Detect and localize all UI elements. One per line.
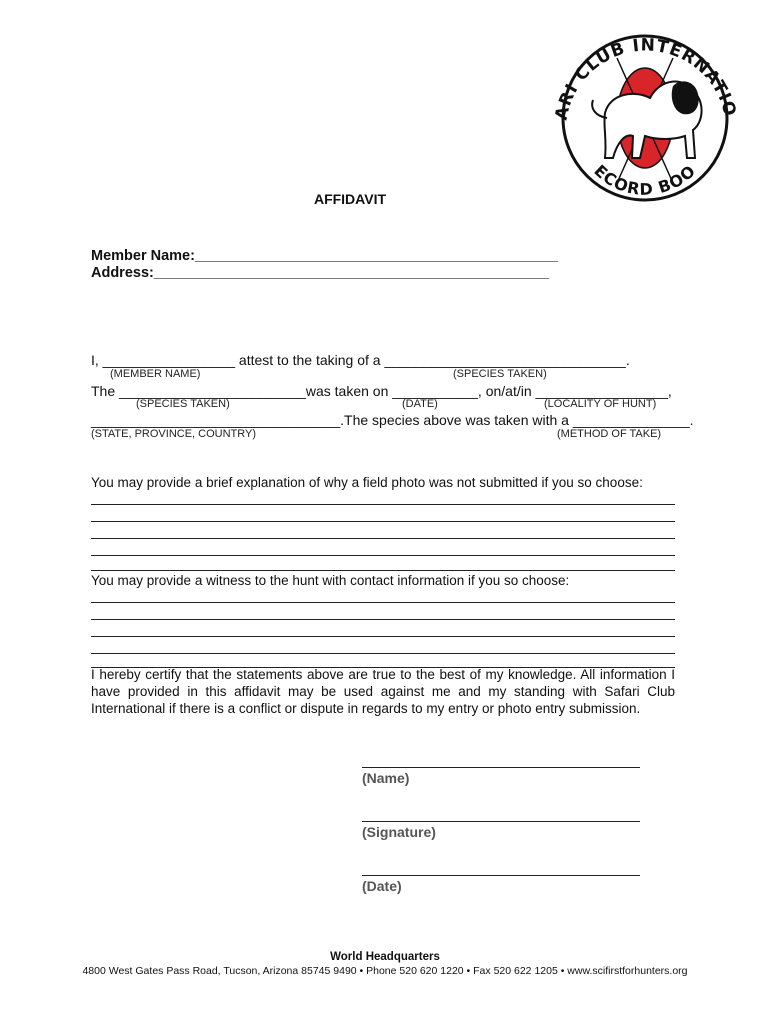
caption-species-taken: (SPECIES TAKEN) xyxy=(453,368,547,380)
witness-line[interactable] xyxy=(91,619,675,620)
photo-explanation-line[interactable] xyxy=(91,570,675,571)
member-name-field[interactable]: Member Name:_____________________________________________ xyxy=(91,248,558,264)
caption-member-name: (MEMBER NAME) xyxy=(110,368,201,380)
attest-line-3[interactable]: ________________________________.The species above was taken with a _______________. xyxy=(91,412,694,428)
footer-title: World Headquarters xyxy=(330,951,440,963)
caption-locality: (LOCALITY OF HUNT) xyxy=(544,398,657,410)
name-label: (Name) xyxy=(362,770,410,786)
photo-explanation-prompt: You may provide a brief explanation of why a field photo was not submitted if you so choose: xyxy=(91,475,643,490)
caption-date: (DATE) xyxy=(402,398,438,410)
witness-line[interactable] xyxy=(91,636,675,637)
date-label: (Date) xyxy=(362,878,402,894)
witness-line[interactable] xyxy=(91,653,675,654)
date-signature-line[interactable] xyxy=(362,875,640,876)
attest-line-2[interactable]: The ________________________was taken on ___________, on/at/in _________________, xyxy=(91,383,672,399)
svg-text:RECORD BOOK: ECORD BOO xyxy=(590,161,700,199)
attest-line-1[interactable]: I, _________________ attest to the taking of a _______________________________. xyxy=(91,352,630,368)
document-title: AFFIDAVIT xyxy=(313,191,387,207)
svg-text:SAFARI CLUB INTERNATIONAL: ARI CLUB INTERNATIO xyxy=(551,35,740,122)
address-field[interactable]: Address:_________________________________________________ xyxy=(91,265,549,281)
photo-explanation-line[interactable] xyxy=(91,538,675,539)
certification-text: I hereby certify that the statements above are true to the best of my knowledge. All information I have provided in this affidavit may be used against me and my standing with Safari Club International if there is a conflict or dispute in regards to my entry or photo entry submission. xyxy=(91,667,675,716)
photo-explanation-line[interactable] xyxy=(91,521,675,522)
witness-prompt: You may provide a witness to the hunt with contact information if you so choose: xyxy=(91,573,570,588)
safari-club-logo xyxy=(545,18,745,203)
photo-explanation-line[interactable] xyxy=(91,555,675,556)
signature-line[interactable] xyxy=(362,821,640,822)
signature-label: (Signature) xyxy=(362,824,436,840)
caption-method: (METHOD OF TAKE) xyxy=(557,428,662,440)
caption-state: (STATE, PROVINCE, COUNTRY) xyxy=(91,428,257,440)
photo-explanation-line[interactable] xyxy=(91,504,675,505)
caption-species-taken-2: (SPECIES TAKEN) xyxy=(136,398,230,410)
witness-line[interactable] xyxy=(91,602,675,603)
footer-address: 4800 West Gates Pass Road, Tucson, Arizona 85745 9490 • Phone 520 620 1220 • Fax 520 622 1205 • www.scifirstforhunters.org xyxy=(82,965,688,977)
name-signature-line[interactable] xyxy=(362,767,640,768)
